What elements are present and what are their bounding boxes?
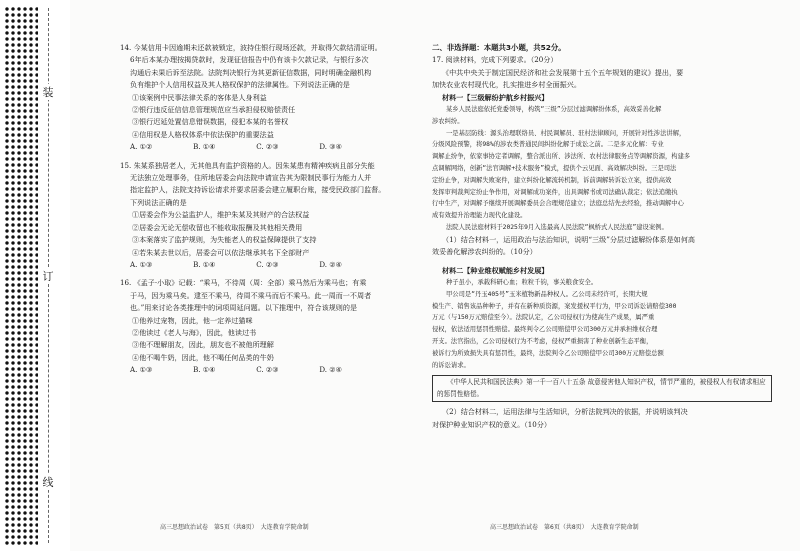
q16-stem-line: 于马，因为乘马矣。逮至不乘马，待周不乘马而后不乘马。此一周而一不周者 [130, 290, 372, 300]
material-2-body [432, 277, 772, 371]
q16-option: ①他养过宠物，因此，他一定养过猫咪 [132, 315, 253, 325]
choice-c: C. ②③ [256, 142, 279, 152]
left-column [120, 42, 402, 377]
q16-number: 16. [120, 278, 132, 288]
choice-b: B. ①④ [193, 142, 216, 152]
q17-sub2-line: 对保护种业知识产权的意义。（10分） [432, 419, 551, 429]
q14-option: ③银行迟延处置信息错误数据，侵犯本某的名誉权 [132, 117, 289, 127]
material-1-line: 成有效提升治理能力现代化建设。 [432, 212, 527, 220]
binding-char-zhuang: 装 [38, 84, 58, 100]
footer-left: 高三思想政治试卷 第5页（共8页） 大连教育学院命制 [160, 524, 309, 531]
choice-a: A. ①③ [130, 365, 153, 375]
q14-stem-line: 沟通后未果后诉至法院。法院判决银行为其更新征信数据，同时明确金融机构 [130, 67, 372, 77]
q17-intro-line: 加快农业农村现代化，扎实推进乡村全面振兴。 [432, 80, 581, 90]
q17-sub2-line: （2）结合材料二，运用法律与生活知识，分析法院判决的依据，并说明该判决 [442, 407, 688, 417]
q15-option: ③本案落实了监护规则，为失能老人的权益保障提供了支持 [132, 235, 317, 245]
q14-number: 14. [120, 43, 132, 52]
material-2-line: 侵权，依法适用惩罚性赔偿。最终判令乙公司赔偿甲公司300万元并承担维权合理 [432, 326, 658, 334]
q16-option: ②他读过《老人与海》，因此，他读过书 [132, 327, 257, 337]
binding-pattern [4, 6, 38, 546]
material-1-body [432, 104, 772, 234]
material-1-line: 调解止纷争，依家事协定者调解，整合派出所、涉法所、农村法律服务点等调解资源，构建多 [432, 153, 691, 161]
q15-option: ①居委会作为公益监护人，维护朱某及其财产的合法权益 [132, 210, 310, 220]
material-2-line: 甲公司是“丹玉405号”玉米植物新品种权人。乙公司未经许可，长期大规 [446, 290, 648, 298]
q17-intro-line: 《中共中央关于制定国民经济和社会发展第十五个五年规划的建议》提出，要 [442, 67, 684, 77]
choice-b: B. ①④ [193, 365, 216, 375]
q15-option: ④若朱某去世以后，居委会可以依法继承其名下全部财产 [132, 247, 310, 257]
q17-heading: 17. 阅读材料，完成下列要求。（20分） [432, 55, 558, 65]
q14-stem-line: 负有维护个人信用权益及其人格权保护的法律属性。下列说法正确的是 [130, 80, 350, 90]
material-1-line: 涉农纠纷。 [432, 117, 464, 125]
binding-char-ding: 订 [38, 268, 58, 284]
material-2-line: 模生产、销售该品种种子，并有在新种质资源，案发援权平行为，甲公司诉讼请赔偿300 [432, 302, 677, 310]
choice-c: C. ②③ [256, 365, 279, 375]
choice-c: C. ②③ [256, 259, 279, 269]
q16-option: ④他不喝牛奶，因此，他不喝任何品类的牛奶 [132, 352, 274, 362]
q16-option: ③他不理解朋友，因此，朋友也不被他所理解 [132, 340, 274, 350]
q14-stem-line: 今某信用卡因逾期未还款被锁定，波持住银行现场还款，并取得欠款结清证明。 [133, 43, 382, 52]
q14-option: ④信用权是人格权体系中依法保护的重要法益 [132, 129, 274, 139]
q14-stem-line: 6年后本某办理按揭贷款时，发现征信报告中仍有该卡欠款记录，与银行多次 [130, 55, 369, 65]
question-16 [120, 277, 402, 376]
right-column [432, 42, 772, 431]
q15-choices [120, 259, 402, 271]
q16-stem-line: 《孟子·小取》记载：“乘马，不待周（周：全部）乘马然后为乘马也；有乘 [133, 278, 367, 288]
choice-a: A. ①② [130, 142, 153, 152]
footer-right: 高三思想政治试卷 第6页（共8页） 大连教育学院命制 [490, 524, 639, 531]
material-1-line: 法院人民法庭材料于2025年9月入选最高人民法院“枫桥式人民法庭”建设案例。 [446, 224, 668, 231]
material-1-line: 分级风险预警，将98%的涉农类普通民间纠纷化解于成讼之前。二是多元化解：专业 [432, 141, 664, 149]
binding-char-xian: 线 [38, 474, 58, 490]
q15-stem-line: 朱某系独居老人，无其他具有监护资格的人。因朱某患有精神疾病且部分失能 [133, 160, 375, 170]
material-1-line: 行中生产，对调解予继续开展调解委员会合理规范建立；法庭总结先去经验，推动调解中心 [432, 200, 684, 208]
question-14 [120, 42, 402, 154]
material-2-line: 开支。法官指出，乙公司侵权行为不考虑，侵权严重损害了种业创新生态平衡， [432, 338, 653, 345]
material-1-line: 点调解网络，创新“法官调解+技术服务”模式，提供个云见面、高效解决纠纷。三是司法 [432, 165, 677, 173]
q15-stem-line: 指定监护人，法院支持诉讼请求并要求居委会建立履职台账，接受民政部门监督。 [130, 185, 386, 195]
binding-margin [0, 0, 70, 551]
material-1-line: 定纷止争，对调解失败案件，建立纠纷化解流转机制，诉前调解转诉讼立案，提供高效 [432, 176, 672, 184]
material-2-line: 被诉行为所致损失具有惩罚性，最终，法院判令乙公司赔偿甲公司300万元赔偿总额 [432, 349, 664, 357]
law-article-box: 《中华人民共和国民法典》第一千一百八十五条 故意侵害他人知识产权，情节严重的，被侵权人有权请求相应的惩罚性赔偿。 [432, 375, 772, 402]
material-2-title: 材料二【种业维权赋能乡村发展】 [442, 265, 549, 275]
material-1-line: 发挥审判裁判定纷止争作用，对调解成功案件，出具调解书或司法确认裁定；依法追缴执 [432, 188, 678, 196]
question-15 [120, 160, 402, 272]
q14-option: ②银行违反征信信息管理规范应当承担侵权赔偿责任 [132, 105, 296, 115]
q15-stem-line: 无法独立处理事务，住所地居委会向法院申请宣告其为限制民事行为能力人并 [130, 173, 372, 183]
q15-stem-line: 下列说法正确的是 [130, 197, 187, 207]
material-1-line: 一是基层防线：源头治理联络员、村民调解员、驻村法律顾问，开展针对性涉法讲解， [446, 129, 686, 137]
q14-option: ①该案例中民事法律关系的客体是人身利益 [132, 92, 267, 102]
section-heading: 二、非选择题：本题共3小题，共52分。 [432, 43, 566, 52]
material-1-line: 某乡人民法庭依托党委领导，构筑“三级”分层过滤调解纷体系，高效妥善化解 [446, 106, 662, 114]
q16-choices [120, 364, 402, 376]
choice-a: A. ①③ [130, 259, 153, 269]
material-1-title: 材料一【三级解纷护航乡村振兴】 [442, 92, 549, 102]
choice-d: D. ②④ [319, 365, 342, 375]
choice-b: B. ①④ [193, 259, 216, 269]
choice-d: D. ②④ [319, 259, 342, 269]
q14-choices [120, 141, 402, 153]
q16-stem-line: 也。”用来讨论各类推理中的词项周延问题。以下推理中，符合该规则的是 [130, 303, 358, 313]
q17-sub1-line: （1）结合材料一，运用政治与法治知识，说明“三级”分层过滤解纷体系是如何高 [442, 234, 695, 244]
material-2-line: 种子虽小，承载科研心血；粒粒千钧，事关粮食安全。 [446, 279, 598, 287]
q15-number: 15. [120, 160, 132, 170]
material-2-line: 万元（与150万元赔偿至今）。法院认定，乙公司侵权行为使高生产成果，属严重 [432, 314, 655, 322]
q17-sub1-line: 效妥善化解涉农纠纷的。（10分） [432, 247, 537, 257]
material-2-line: 的诉讼请求。 [432, 361, 470, 369]
choice-d: D. ③④ [319, 142, 342, 152]
q15-option: ②居委会无论无偿收留也不能收取报酬及其他相关费用 [132, 222, 303, 232]
